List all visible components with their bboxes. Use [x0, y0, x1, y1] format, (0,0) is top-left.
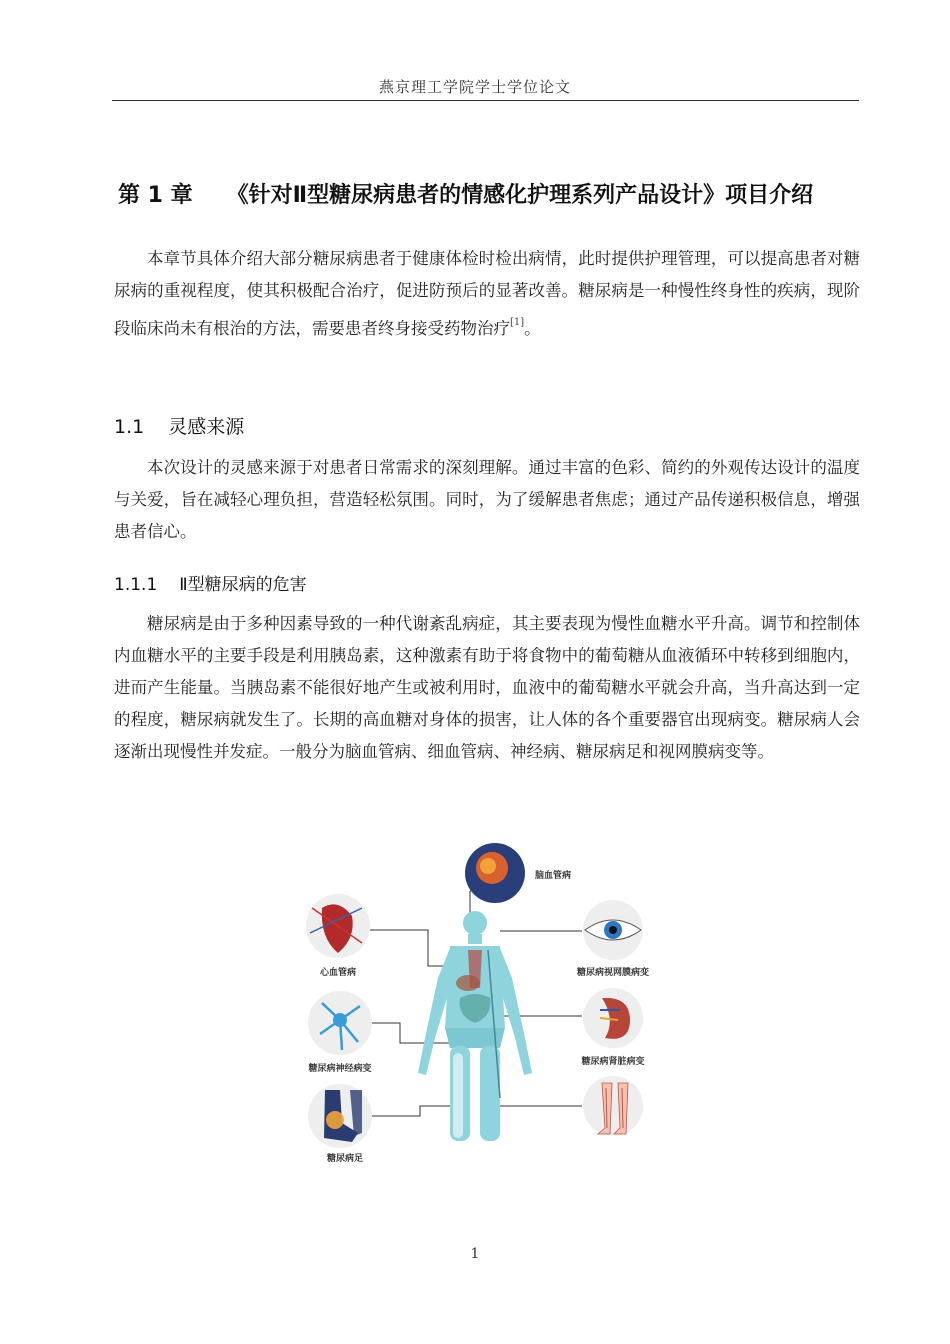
label-nerve: 糖尿病神经病变 [308, 1064, 372, 1074]
chapter-number: 第 1 章 [118, 183, 193, 208]
intro-paragraph [114, 243, 860, 345]
chapter-title: 《针对Ⅱ型糖尿病患者的情感化护理系列产品设计》项目介绍 [226, 183, 814, 208]
section-heading-1-1 [114, 412, 244, 439]
section-number: 1.1 [114, 416, 145, 438]
page-number: 1 [470, 1246, 480, 1262]
foot-figure [308, 1084, 372, 1164]
inspiration-paragraph: 本次设计的灵感来源于对患者日常需求的深刻理解。通过丰富的色彩、简约的外观传达设计的温度与关爱，旨在减轻心理负担，营造轻松氛围。同时，为了缓解患者焦虑；通过产品传递积极信息，增强患者信心。 [114, 458, 860, 541]
diabetes-paragraph: 糖尿病是由于多种因素导致的一种代谢紊乱病症，其主要表现为慢性血糖水平升高。调节和控制体内血糖水平的主要手段是利用胰岛素，这种激素有助于将食物中的葡萄糖从血液循环中转移到细胞内，进而产生能量。当胰岛素不能很好地产生或被利用时，血液中的葡萄糖水平就会升高，当升高达到一定的程度，糖尿病就发生了。长期的高血糖对身体的损害，让人体的各个重要器官出现病变。糖尿病人会逐渐出现慢性并发症。一般分为脑血管病、细血管病、神经病、糖尿病足和视网膜病变等。 [114, 614, 860, 761]
kidney-figure [580, 988, 644, 1067]
label-kidney: 糖尿病肾脏病变 [581, 1057, 645, 1067]
header-rule [112, 100, 859, 101]
subsection-number: 1.1.1 [114, 575, 158, 595]
running-header: 燕京理工学院学士学位论文 [378, 78, 571, 96]
label-foot: 糖尿病足 [326, 1154, 364, 1164]
leg-vessel-figure [583, 1076, 643, 1136]
heart-figure [306, 894, 370, 978]
label-eye: 糖尿病视网膜病变 [576, 968, 650, 978]
subsection-heading-1-1-1 [114, 570, 307, 595]
subsection-title: Ⅱ型糖尿病的危害 [179, 575, 307, 595]
section-title: 灵感来源 [168, 416, 245, 438]
brain-figure [465, 843, 571, 903]
nerve-figure [307, 991, 372, 1074]
label-brain: 脑血管病 [535, 871, 572, 881]
foot-connector [372, 1106, 450, 1116]
complications-figure [300, 838, 660, 1168]
liver-organ-icon [456, 975, 480, 991]
intro-end: 。 [524, 319, 541, 338]
label-heart: 心血管病 [319, 968, 357, 978]
chapter-heading [118, 178, 813, 209]
citation-ref[interactable]: [1] [510, 317, 525, 328]
eye-figure [576, 900, 649, 978]
intro-text: 本章节具体介绍大部分糖尿病患者于健康体检时检出病情，此时提供护理管理，可以提高患者对糖尿病的重视程度，使其积极配合治疗，促进防预后的显著改善。糖尿病是一种慢性终身性的疾病，现阶段临床尚未有根治的方法，需要患者终身接受药物治疗 [114, 249, 860, 338]
